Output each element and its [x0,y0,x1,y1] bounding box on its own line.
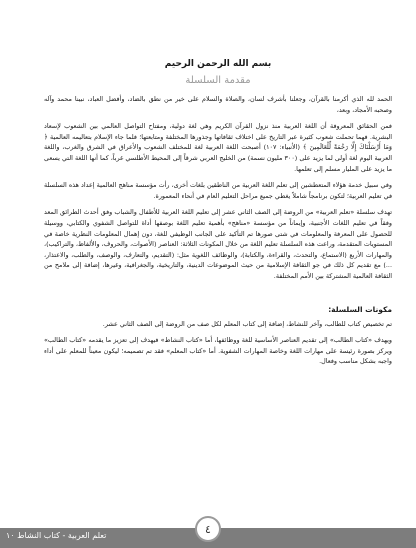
basmala-heading: بسم الله الرحمن الرحيم [164,59,272,69]
intro-title: مقدمة السلسلة [185,75,251,86]
paragraph-1: الحمد لله الذي أكرمنا بالقرآن، وجعلنا بأشرف لسان، والصلاة والسلام على خير من نطق بالضاد، وأفضل العباد، نبينا محمد وآله وصحبه الأمجاد، وبعد، [44,95,392,114]
page-number-badge: ٤ [195,516,221,542]
section-title: مكونات السلسلة: [328,304,392,314]
paragraph-3: وفي سبيل خدمة هؤلاء المتعطشين إلى تعلم اللغة العربية من الناطقين بلغات أخرى، رأت مؤسسة مناهج العالمية إعداد هذه السلسلة في تعليم العربية؛ لتكون برنامجاً شاملاً يغطي جميع مراحل التعليم العام في أنحاء المعمورة. [44,181,392,200]
section-paragraph-2: ويهدف «كتاب الطالب» إلى تقديم العناصر الأساسية للغة ووظائفها، أما «كتاب النشاط» فيهدف إلى تعزيز ما يقدمه «كتاب الطالب» ويركز بصورة رئيسة على مهارات اللغة وخاصة المهارات الشفوية. أما «كتاب المعلم» فقد تم تصميمه؛ ليكون معيناً للمعلم على أداء واجبه بشكل مناسب وفعال. [44,336,392,366]
footer-text: تعلم العربية - كتاب النشاط ١٠ [6,531,107,540]
section-paragraph-1: تم تخصيص كتاب للطالب، وآخر للنشاط، إضافة إلى كتاب المعلم لكل صف من الروضة إلى الصف الثاني عشر. [102,319,392,328]
page-header [0,0,416,58]
paragraph-2: فمن الحقائق المعروفة أن اللغة العربية منذ نزول القرآن الكريم وهي لغة دولية، ومفتاح التواصل العالمي بين الشعوب لإسعاد البشرية. فهما تحملت شعوب كثيرة عبر التاريخ على اختلاف ثقافاتها وجذورها المختلفة ومتابعتها؛ فلما جاء الإسلام بتعاليمه العالمية ﴿ وَمَا أَرْسَلْنَاكَ إِلَّا رَحْمَةً لِّلْعَالَمِينَ ﴾ (الأنبياء: ١٠٧) أصبحت اللغة العربية لغة للمختلف الشعوب والأعراق في الشرق والغرب، واللغة العربية اليوم لغة أولى لما يزيد على (٣٠٠ مليون نسمة) من الخليج العربي شرقاً إلى المحيط الأطلسي غرباً، كما أنها اللغة التي يسعى ما يزيد على المليار مسلم إلى تعلمها. [44,122,393,173]
main-content [44,58,392,373]
paragraph-4: تهدف سلسلة «تعلم العربية» من الروضة إلى الصف الثاني عشر إلى تعليم اللغة العربية للأطفال والشباب وفق أحدث الطرائق المعد وفقاً في تعليم اللغات الأجنبية، وإيماناً من مؤسسة «مناهج» بأهمية تعليم اللغة بوصفها أداة للتواصل الشفوي والكتابي، ووسيلة للحصول على المعرفة والمعلومات في شتى صورها تم التأكيد على الجانب الوظيفي للغة، دون إهمال المعلومات النظرية خاصة في المستويات المتقدمة، وراعت هذه السلسلة تعليم اللغة من خلال المكونات الثلاثة: العناصر (الأصوات، والحروف، والألفاظ، والتراكيب)، والمهارات الأربع (الاستماع، والتحدث، والقراءة، والكتابة)، والوظائف اللغوية مثل: (التقديم، والتعارف، والوصف، والطلب، والاعتذار، ...) مع تقديم كل ذلك في جو الثقافة الإسلامية من حيث الموضوعات الدينية، والتاريخية، والجغرافية، وغيرها، إضافة إلى ملامح من الثقافة العالمية المشتركة بين الأمم المختلفة. [44,208,392,280]
